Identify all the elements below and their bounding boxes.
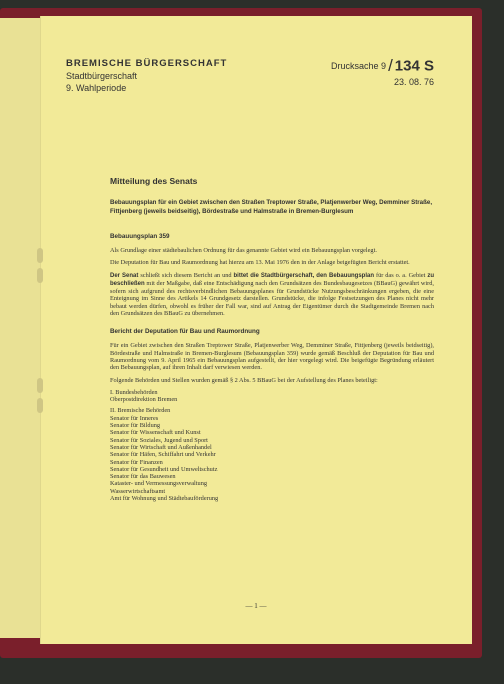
paragraph-4: Für ein Gebiet zwischen den Straßen Treptower Straße, Platjenwerber Weg, Demminer Straße, Fittjenberg (jeweils beidseitig), Bördestraße und Halmstraße in Bremen-Burglesum (Bebauungsplan 359) wurde gemäß Beschluß der Deputation für Bau und Raumordnung vom 9. April 1965 ein Bebauungsplan aufgestellt, der hier vorgelegt wird. Die beigefügte Begründung erläutert den Bebauungsplan, auf ihren Inhalt darf verwiesen werden. — [110, 342, 434, 372]
paragraph-3-bold-c: bittet die Stadtbürgerschaft, den Bebauungsplan — [233, 272, 375, 279]
header-right — [331, 56, 434, 87]
section-heading: Bericht der Deputation für Bau und Raumordnung — [110, 328, 260, 336]
punch-hole — [37, 398, 43, 413]
drucksache-number: 134 S — [394, 57, 434, 75]
legislative-period: 9. Wahlperiode — [66, 83, 127, 93]
paragraph-2: Die Deputation für Bau und Raumordnung hat hierzu am 13. Mai 1976 den in der Anlage beigefügten Bericht erstattet. — [110, 259, 410, 267]
organization-name: BREMISCHE BÜRGERSCHAFT — [66, 58, 228, 69]
list-item: Senator für Wirtschaft und Außenhandel — [110, 443, 212, 451]
punch-hole — [37, 268, 43, 283]
list-item: Kataster- und Vermessungsverwaltung — [110, 480, 207, 488]
document-page — [40, 16, 472, 644]
paragraph-3-bold-e: zu beschließen — [110, 272, 435, 287]
page-number: — 1 — — [245, 602, 267, 610]
paragraph-1: Als Grundlage einer städtebaulichen Ordnung für das genannte Gebiet wird ein Bebauungsplan vorgelegt. — [110, 247, 377, 254]
list-item: Senator für Inneres — [110, 414, 159, 422]
list-item: Senator für Wissenschaft und Kunst — [110, 429, 201, 437]
parliament-body: Stadtbürgerschaft — [66, 71, 138, 81]
paragraph-3-bold-a: Der Senat — [110, 272, 139, 279]
authority-list-federal — [110, 389, 434, 404]
document-title: Mitteilung des Senats — [110, 176, 198, 186]
authority-list-bremen — [110, 407, 434, 502]
list-item: II. Bremische Behörden — [110, 407, 171, 415]
drucksache-slash: / — [388, 56, 393, 75]
list-item: Senator für Soziales, Jugend und Sport — [110, 436, 208, 444]
drucksache-label: Drucksache 9 — [331, 61, 387, 71]
paragraph-3-text-f: mit der Maßgabe, daß eine Entschädigung nach den Grundsätzen des Bundesbaugesetzes (BBauG) gewährt wird, sofern sich aufgrund des rechtsverbindlichen Bebauungsplanes für Grundstücke Nutzungsbeschränkungen ergeben, die eine Enteignung im Sinne des Artikels 14 Grundgesetz darstellen. Grundstücke, die infolge Festsetzungen des Planes nicht mehr bebaut werden dürfen, obwohl es früher der Fall war, sind auf Antrag der Eigentümer durch die Stadtgemeinde Bremen nach den Grundsätzen des BBauG zu übernehmen. — [110, 279, 434, 318]
paragraph-3 — [110, 272, 434, 318]
list-item: Senator für Bildung — [110, 422, 161, 430]
paragraph-3-text-d: für das o. a. Gebiet — [374, 271, 428, 279]
document-date: 23. 08. 76 — [393, 77, 434, 87]
paragraph-5: Folgende Behörden und Stellen wurden gemäß § 2 Abs. 5 BBauG bei der Aufstellung des Planes beteiligt: — [110, 376, 378, 384]
paragraph-3-text-b: schließt sich diesem Bericht an und — [138, 271, 234, 279]
plan-heading: Bebauungsplan 359 — [110, 233, 170, 240]
list-item: Oberpostdirektion Bremen — [110, 396, 178, 404]
list-item: Senator für das Bauwesen — [110, 473, 176, 481]
list-item: Senator für Häfen, Schiffahrt und Verkehr — [110, 451, 216, 459]
document-subject: Bebauungsplan für ein Gebiet zwischen den Straßen Treptower Straße, Platjenwerber Weg, Demminer Straße, Fittjenberg (jeweils beidseitig), Bördestraße und Halmstraße in Bremen-Burglesum — [110, 199, 433, 215]
list-item: Amt für Wohnung und Städtebauförderung — [110, 495, 219, 503]
previous-page-edge — [0, 18, 40, 638]
list-item: Wasserwirtschaftsamt — [110, 487, 166, 495]
punch-hole — [37, 248, 43, 263]
document-body — [110, 176, 434, 506]
list-item: I. Bundesbehörden — [110, 388, 158, 396]
punch-hole — [37, 378, 43, 393]
header-left — [66, 58, 227, 93]
list-item: Senator für Finanzen — [110, 458, 163, 466]
list-item: Senator für Gesundheit und Umweltschutz — [110, 465, 218, 473]
